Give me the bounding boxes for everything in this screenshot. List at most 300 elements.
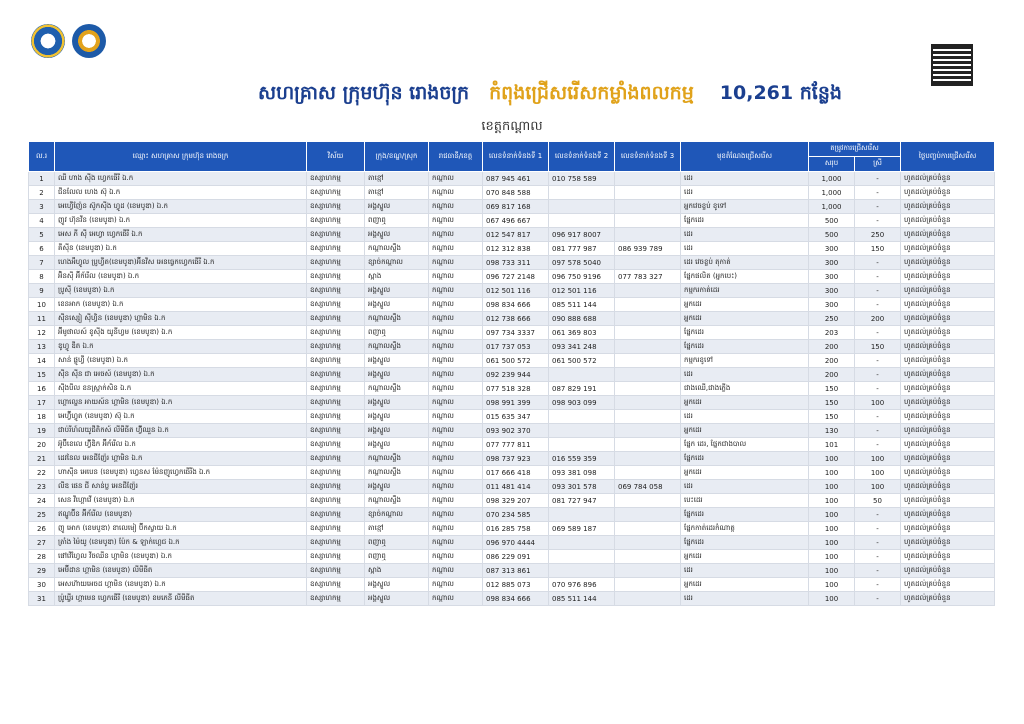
cell-district: តាខ្មៅ — [365, 186, 429, 200]
cell-province: កណ្តាល — [429, 536, 483, 550]
cell-phone2: 012 501 116 — [549, 284, 615, 298]
table-row — [29, 466, 995, 480]
cell-phone3 — [615, 508, 681, 522]
cell-name: ជាប់រីហ៍លយូជីតិកស៍ លីមីធីត ហ៊្វីឈួន ឯ.ក — [55, 424, 307, 438]
cell-total: 100 — [809, 592, 855, 606]
cell-district: តាខ្មៅ — [365, 522, 429, 536]
cell-position: ដេរ — [681, 592, 809, 606]
cell-phone1: 087 945 461 — [483, 172, 549, 186]
cell-no: 23 — [29, 480, 55, 494]
cell-female: - — [855, 382, 901, 396]
cell-name: អ៊ិនស៊ី អ៊ីក័រើល (ខេមបូឌា) ឯ.ក — [55, 270, 307, 284]
cell-phone1: 070 234 585 — [483, 508, 549, 522]
cell-total: 100 — [809, 480, 855, 494]
cell-district: ស្អាង — [365, 270, 429, 284]
cell-district: ពញាឮ — [365, 326, 429, 340]
cell-position: អ្នកវេចខ្ចប់ ខូទៅ — [681, 200, 809, 214]
cell-phone3 — [615, 298, 681, 312]
cell-phone3 — [615, 522, 681, 536]
col-name: ឈ្មោះ សហគ្រាស ក្រុមហ៊ុន រោងចក្រ — [55, 142, 307, 172]
cell-phone1: 098 834 666 — [483, 592, 549, 606]
cell-phone2 — [549, 410, 615, 424]
cell-total: 500 — [809, 228, 855, 242]
cell-female: - — [855, 214, 901, 228]
cell-name: ឈី ហាង ស៊ីង ហ្វេកធើរី ឯ.ក — [55, 172, 307, 186]
cell-female: - — [855, 284, 901, 298]
cell-phone2: 070 976 896 — [549, 578, 615, 592]
cell-name: សេន វីហ្គោវើ (ខេមបូឌា) ឯ.ក — [55, 494, 307, 508]
cell-phone3 — [615, 536, 681, 550]
cell-phone2: 085 511 144 — [549, 298, 615, 312]
title-main: សហគ្រាស ក្រុមហ៊ុន រោងចក្រ — [258, 82, 470, 104]
cell-female: 200 — [855, 312, 901, 326]
table-row — [29, 368, 995, 382]
cell-name: ដេវនៃល អេនជីញ៉ែរ ហ្គាមិន ឯ.ក — [55, 452, 307, 466]
cell-sector: ឧស្សាហកម្ម — [307, 228, 365, 242]
cell-female: 100 — [855, 396, 901, 410]
cell-province: កណ្តាល — [429, 592, 483, 606]
col-no: ល.រ — [29, 142, 55, 172]
col-position: មុខតំណែងជ្រើសរើស — [681, 142, 809, 172]
cell-phone2 — [549, 564, 615, 578]
cell-phone3: 077 783 327 — [615, 270, 681, 284]
cell-total: 100 — [809, 494, 855, 508]
cell-female: 100 — [855, 466, 901, 480]
col-female: ស្រី — [855, 157, 901, 172]
cell-name: លីឌ ផេន ជី សាន់ប្ល អេនជីញ៉ែរ — [55, 480, 307, 494]
cell-female: - — [855, 592, 901, 606]
cell-total: 200 — [809, 354, 855, 368]
cell-province: កណ្តាល — [429, 284, 483, 298]
cell-position: ដេរ វេចខ្ចប់ តុកាត់ — [681, 256, 809, 270]
cell-deadline: ហូតដល់គ្រប់ចំនួន — [901, 522, 995, 536]
cell-no: 4 — [29, 214, 55, 228]
cell-position: ផ្នែកដេរ — [681, 214, 809, 228]
cell-district: អង្គស្នួល — [365, 424, 429, 438]
cell-total: 200 — [809, 340, 855, 354]
cell-phone1: 087 313 861 — [483, 564, 549, 578]
cell-total: 100 — [809, 536, 855, 550]
page-title — [258, 80, 842, 110]
cell-position: បេះដេរ — [681, 494, 809, 508]
cell-no: 11 — [29, 312, 55, 326]
cell-total: 150 — [809, 382, 855, 396]
cell-female: 100 — [855, 480, 901, 494]
cell-phone3 — [615, 340, 681, 354]
table-row — [29, 410, 995, 424]
cell-no: 5 — [29, 228, 55, 242]
cell-phone2: 093 381 098 — [549, 466, 615, 480]
cell-phone3 — [615, 312, 681, 326]
cell-name: អ៊ីមូផាលស៍ ខូស៊ីង យូនីហ្វម (ខេមបូឌា) ឯ.ក — [55, 326, 307, 340]
cell-district: ស្អាង — [365, 564, 429, 578]
cell-position: ផ្នែកដេរ — [681, 536, 809, 550]
cell-district: កណ្តាលស្ទឹង — [365, 466, 429, 480]
cell-phone3 — [615, 550, 681, 564]
col-sector: វិស័យ — [307, 142, 365, 172]
cell-district: កណ្តាលស្ទឹង — [365, 494, 429, 508]
cell-deadline: ហូតដល់គ្រប់ចំនួន — [901, 270, 995, 284]
cell-name: ឥណ្ឌូប៊ីន អ៊ីក័រើល (ខេមបូឌា) — [55, 508, 307, 522]
cell-name: ហេងអឹហ្វូល ប្រូហ្វីត(ខេមបូឌា)អ៊ីនវីស អេនធ្វេកហ្វេកធើរី ឯ.ក — [55, 256, 307, 270]
cell-position: ផ្នែក ដេរ, ផ្នែកជាងបាល — [681, 438, 809, 452]
cell-sector: ឧស្សាហកម្ម — [307, 452, 365, 466]
table-row — [29, 480, 995, 494]
cell-phone3 — [615, 326, 681, 340]
cell-phone2 — [549, 214, 615, 228]
cell-name: អ៊ូប៊ីខេលេ ហ៊្វីឌិក អ៊ីក័រើល ឯ.ក — [55, 438, 307, 452]
cell-deadline: ហូតដល់គ្រប់ចំនួន — [901, 326, 995, 340]
cell-sector: ឧស្សាហកម្ម — [307, 424, 365, 438]
col-district: ក្រុង/ខណ្ឌ/ស្រុក — [365, 142, 429, 172]
cell-phone1: 098 991 399 — [483, 396, 549, 410]
cell-phone1: 098 733 311 — [483, 256, 549, 270]
col-deadline: ថ្ងៃបញ្ចប់ការជ្រើសរើស — [901, 142, 995, 172]
cell-female: 100 — [855, 452, 901, 466]
cell-name: ញូ អោក (ខេមបូឌា) ខាលេមៀ ប៊ីកស្វាយ ឯ.ក — [55, 522, 307, 536]
cell-district: អង្គស្នួល — [365, 200, 429, 214]
cell-deadline: ហូតដល់គ្រប់ចំនួន — [901, 592, 995, 606]
cell-district: អង្គស្នួល — [365, 228, 429, 242]
cell-name: អេសហ៊ាយអេចដ ហ្គាមិន (ខេមបូឌា) ឯ.ក — [55, 578, 307, 592]
title-count: 10,261 កន្លែង — [719, 82, 842, 104]
cell-position: អ្នកដេរ — [681, 424, 809, 438]
cell-phone2: 061 500 572 — [549, 354, 615, 368]
cell-deadline: ហូតដល់គ្រប់ចំនួន — [901, 242, 995, 256]
cell-deadline: ហូតដល់គ្រប់ចំនួន — [901, 550, 995, 564]
table-row — [29, 522, 995, 536]
cell-name: អេហ្វើញ៉ែន ស៊ូកស៊ីង ហ្វូដ (ខេមបូឌា) ឯ.ក — [55, 200, 307, 214]
cell-no: 26 — [29, 522, 55, 536]
cell-phone1: 012 885 073 — [483, 578, 549, 592]
cell-no: 15 — [29, 368, 55, 382]
cell-district: តាខ្មៅ — [365, 172, 429, 186]
cell-position: កម្មករខូទៅ — [681, 354, 809, 368]
cell-phone1: 070 848 588 — [483, 186, 549, 200]
table-row — [29, 438, 995, 452]
cell-district: អង្គស្នួល — [365, 480, 429, 494]
cell-position: អ្នកដេរ — [681, 466, 809, 480]
cell-female: - — [855, 578, 901, 592]
cell-phone3 — [615, 382, 681, 396]
cell-no: 22 — [29, 466, 55, 480]
cell-total: 100 — [809, 508, 855, 522]
cell-province: កណ្តាល — [429, 564, 483, 578]
cell-deadline: ហូតដល់គ្រប់ចំនួន — [901, 214, 995, 228]
cell-phone2 — [549, 536, 615, 550]
cell-sector: ឧស្សាហកម្ម — [307, 284, 365, 298]
col-need: តម្រូវការជ្រើសរើស — [809, 142, 901, 157]
cell-name: ហ្គោល្ឌេន អាយស៍ន ហ្គាមិន (ខេមបូឌា) ឯ.ក — [55, 396, 307, 410]
cell-phone3 — [615, 466, 681, 480]
cell-phone1: 077 518 328 — [483, 382, 549, 396]
cell-phone2 — [549, 368, 615, 382]
cell-phone1: 011 481 414 — [483, 480, 549, 494]
cell-phone1: 077 777 811 — [483, 438, 549, 452]
ministry-logo — [31, 24, 65, 58]
cell-district: អង្គស្នួល — [365, 438, 429, 452]
cell-total: 100 — [809, 564, 855, 578]
cell-no: 19 — [29, 424, 55, 438]
cell-name: សាន់ ផ្លូហ្វី (ខេមបូឌា) ឯ.ក — [55, 354, 307, 368]
cell-deadline: ហូតដល់គ្រប់ចំនួន — [901, 298, 995, 312]
cell-deadline: ហូតដល់គ្រប់ចំនួន — [901, 480, 995, 494]
cell-position: ផ្នែកផលិត (អ្នកបេះ) — [681, 270, 809, 284]
table-row — [29, 312, 995, 326]
table-row — [29, 494, 995, 508]
cell-province: កណ្តាល — [429, 200, 483, 214]
cell-position: ផ្នែកដេរ — [681, 508, 809, 522]
cell-province: កណ្តាល — [429, 312, 483, 326]
table-row — [29, 340, 995, 354]
cell-phone3 — [615, 396, 681, 410]
cell-sector: ឧស្សាហកម្ម — [307, 508, 365, 522]
nea-logo — [72, 24, 106, 58]
table-row — [29, 578, 995, 592]
cell-female: 250 — [855, 228, 901, 242]
cell-province: កណ្តាល — [429, 228, 483, 242]
cell-total: 100 — [809, 452, 855, 466]
cell-no: 24 — [29, 494, 55, 508]
cell-no: 30 — [29, 578, 55, 592]
cell-name: អេម៊ីដាន ហ្គាមិន (ខេមបូឌា) លីមីធីត — [55, 564, 307, 578]
cell-deadline: ហូតដល់គ្រប់ចំនួន — [901, 186, 995, 200]
cell-phone2: 093 301 578 — [549, 480, 615, 494]
cell-phone1: 012 312 838 — [483, 242, 549, 256]
cell-position: អ្នកដេរ — [681, 298, 809, 312]
cell-phone3 — [615, 592, 681, 606]
cell-phone2: 098 903 099 — [549, 396, 615, 410]
cell-no: 6 — [29, 242, 55, 256]
cell-no: 10 — [29, 298, 55, 312]
cell-sector: ឧស្សាហកម្ម — [307, 298, 365, 312]
cell-female: - — [855, 200, 901, 214]
cell-position: ដេរ — [681, 186, 809, 200]
cell-sector: ឧស្សាហកម្ម — [307, 382, 365, 396]
cell-total: 500 — [809, 214, 855, 228]
cell-no: 9 — [29, 284, 55, 298]
cell-position: អ្នកដេរ — [681, 550, 809, 564]
cell-phone1: 012 501 116 — [483, 284, 549, 298]
cell-deadline: ហូតដល់គ្រប់ចំនួន — [901, 368, 995, 382]
table-row — [29, 186, 995, 200]
cell-deadline: ហូតដល់គ្រប់ចំនួន — [901, 354, 995, 368]
cell-phone2: 069 589 187 — [549, 522, 615, 536]
cell-name: ត្រាំង ម៉ៃយូ (ខេមបូឌា) ប៉ែក & ឡាក់ហ្គេជ ឯ.ក — [55, 536, 307, 550]
cell-female: - — [855, 508, 901, 522]
cell-female: - — [855, 438, 901, 452]
cell-sector: ឧស្សាហកម្ម — [307, 326, 365, 340]
cell-district: អង្គស្នួល — [365, 368, 429, 382]
cell-phone1: 093 902 370 — [483, 424, 549, 438]
cell-deadline: ហូតដល់គ្រប់ចំនួន — [901, 228, 995, 242]
cell-no: 8 — [29, 270, 55, 284]
table-row — [29, 452, 995, 466]
cell-sector: ឧស្សាហកម្ម — [307, 410, 365, 424]
cell-position: កម្មករកាត់ដេរ — [681, 284, 809, 298]
cell-female: - — [855, 172, 901, 186]
cell-no: 20 — [29, 438, 55, 452]
cell-phone1: 017 666 418 — [483, 466, 549, 480]
cell-name: ផៅវើហ្វែល វីចឈីន ហ្គាមិន (ខេមបូឌា) ឯ.ក — [55, 550, 307, 564]
cell-female: - — [855, 298, 901, 312]
cell-sector: ឧស្សាហកម្ម — [307, 242, 365, 256]
cell-female: 50 — [855, 494, 901, 508]
cell-province: កណ្តាល — [429, 242, 483, 256]
cell-total: 1,000 — [809, 200, 855, 214]
cell-phone1: 097 734 3337 — [483, 326, 549, 340]
cell-province: កណ្តាល — [429, 326, 483, 340]
cell-phone3 — [615, 172, 681, 186]
cell-female: 150 — [855, 340, 901, 354]
cell-district: ខ្សាច់កណ្តាល — [365, 508, 429, 522]
table-row — [29, 214, 995, 228]
cell-deadline: ហូតដល់គ្រប់ចំនួន — [901, 382, 995, 396]
cell-phone2: 081 777 987 — [549, 242, 615, 256]
cell-no: 16 — [29, 382, 55, 396]
cell-name: ប្រ៉ូឃ្វីរ ហ្គាមេន ហ្វេកធើរី (ខេមបូឌា) ខមភេនី លីមីធីត — [55, 592, 307, 606]
cell-position: ដេរ — [681, 410, 809, 424]
cell-sector: ឧស្សាហកម្ម — [307, 592, 365, 606]
cell-no: 2 — [29, 186, 55, 200]
cell-total: 130 — [809, 424, 855, 438]
cell-sector: ឧស្សាហកម្ម — [307, 396, 365, 410]
table-row — [29, 550, 995, 564]
cell-total: 100 — [809, 466, 855, 480]
cell-phone3 — [615, 564, 681, 578]
cell-female: - — [855, 550, 901, 564]
cell-province: កណ្តាល — [429, 214, 483, 228]
cell-phone1: 016 285 758 — [483, 522, 549, 536]
cell-total: 250 — [809, 312, 855, 326]
col-phone2: លេខទំនាក់ទំនងទី 2 — [549, 142, 615, 172]
cell-total: 300 — [809, 284, 855, 298]
cell-name: ស៊ីងបីល ខនស្ត្រាក់សិន ឯ.ក — [55, 382, 307, 396]
cell-position: ដេរ — [681, 228, 809, 242]
cell-no: 18 — [29, 410, 55, 424]
cell-district: អង្គស្នួល — [365, 284, 429, 298]
cell-sector: ឧស្សាហកម្ម — [307, 522, 365, 536]
col-total: សរុប — [809, 157, 855, 172]
cell-phone1: 098 329 207 — [483, 494, 549, 508]
cell-no: 28 — [29, 550, 55, 564]
cell-district: ពញាឮ — [365, 550, 429, 564]
cell-phone3 — [615, 354, 681, 368]
cell-position: ដេរ — [681, 242, 809, 256]
cell-sector: ឧស្សាហកម្ម — [307, 438, 365, 452]
cell-district: កណ្តាលស្ទឹង — [365, 340, 429, 354]
cell-name: ជីនលែល ហេង ស៊ុ ឯ.ក — [55, 186, 307, 200]
cell-phone3 — [615, 494, 681, 508]
cell-phone1: 012 547 817 — [483, 228, 549, 242]
cell-phone3 — [615, 284, 681, 298]
cell-phone2: 096 917 8007 — [549, 228, 615, 242]
cell-female: - — [855, 536, 901, 550]
cell-deadline: ហូតដល់គ្រប់ចំនួន — [901, 452, 995, 466]
table-row — [29, 536, 995, 550]
table-row — [29, 424, 995, 438]
cell-total: 300 — [809, 298, 855, 312]
table-row — [29, 508, 995, 522]
cell-position: អ្នកដេរ — [681, 396, 809, 410]
cell-province: កណ្តាល — [429, 452, 483, 466]
cell-name: ប្រូស៊ី (ខេមបូឌា) ឯ.ក — [55, 284, 307, 298]
cell-female: - — [855, 410, 901, 424]
cell-no: 1 — [29, 172, 55, 186]
cell-province: កណ្តាល — [429, 466, 483, 480]
table-row — [29, 228, 995, 242]
cell-sector: ឧស្សាហកម្ម — [307, 494, 365, 508]
cell-position: ផ្នែកកាត់ដេរកំណាត្ត — [681, 522, 809, 536]
cell-province: កណ្តាល — [429, 256, 483, 270]
cell-sector: ឧស្សាហកម្ម — [307, 550, 365, 564]
cell-name: ស៊ីន ស៊ីន ជា អេចស៍ (ខេមបូឌា) ឯ.ក — [55, 368, 307, 382]
cell-phone2: 081 727 947 — [549, 494, 615, 508]
cell-position: ដេរ — [681, 564, 809, 578]
cell-phone2: 093 341 248 — [549, 340, 615, 354]
cell-district: ពញាឮ — [365, 214, 429, 228]
cell-phone2 — [549, 508, 615, 522]
cell-phone3 — [615, 452, 681, 466]
cell-position: ផ្នែកដេរ — [681, 452, 809, 466]
cell-district: អង្គស្នួល — [365, 396, 429, 410]
cell-phone2 — [549, 200, 615, 214]
cell-phone3 — [615, 228, 681, 242]
cell-phone1: 061 500 572 — [483, 354, 549, 368]
cell-phone3 — [615, 256, 681, 270]
cell-name: ហាស៊ីន អេបេន (ខេមបូឌា) ហ្វេនស ម៉ែនញូហ្វេកធើរីង ឯ.ក — [55, 466, 307, 480]
cell-phone1: 098 737 923 — [483, 452, 549, 466]
cell-deadline: ហូតដល់គ្រប់ចំនួន — [901, 494, 995, 508]
table-row — [29, 172, 995, 186]
cell-province: កណ្តាល — [429, 172, 483, 186]
cell-female: 150 — [855, 242, 901, 256]
cell-total: 150 — [809, 396, 855, 410]
cell-deadline: ហូតដល់គ្រប់ចំនួន — [901, 312, 995, 326]
title-hiring: កំពុងជ្រើសរើសកម្លាំងពលកម្ម — [489, 82, 694, 104]
cell-district: អង្គស្នួល — [365, 410, 429, 424]
cell-total: 100 — [809, 522, 855, 536]
cell-phone1: 067 496 667 — [483, 214, 549, 228]
cell-province: កណ្តាល — [429, 354, 483, 368]
cell-phone3 — [615, 578, 681, 592]
cell-sector: ឧស្សាហកម្ម — [307, 312, 365, 326]
cell-sector: ឧស្សាហកម្ម — [307, 270, 365, 284]
cell-phone2: 090 888 688 — [549, 312, 615, 326]
cell-district: ពញាឮ — [365, 536, 429, 550]
cell-female: - — [855, 326, 901, 340]
cell-sector: ឧស្សាហកម្ម — [307, 480, 365, 494]
cell-position: អ្នកដេរ — [681, 578, 809, 592]
cell-no: 14 — [29, 354, 55, 368]
cell-province: កណ្តាល — [429, 438, 483, 452]
cell-sector: ឧស្សាហកម្ម — [307, 172, 365, 186]
cell-phone1: 086 229 091 — [483, 550, 549, 564]
cell-total: 100 — [809, 578, 855, 592]
table-row — [29, 382, 995, 396]
cell-phone3 — [615, 410, 681, 424]
cell-province: កណ្តាល — [429, 186, 483, 200]
cell-sector: ឧស្សាហកម្ម — [307, 186, 365, 200]
cell-phone3 — [615, 438, 681, 452]
cell-province: កណ្តាល — [429, 522, 483, 536]
table-row — [29, 326, 995, 340]
cell-phone3 — [615, 214, 681, 228]
cell-phone1: 096 727 2148 — [483, 270, 549, 284]
cell-province: កណ្តាល — [429, 298, 483, 312]
cell-deadline: ហូតដល់គ្រប់ចំនួន — [901, 466, 995, 480]
cell-district: កណ្តាលស្ទឹង — [365, 382, 429, 396]
